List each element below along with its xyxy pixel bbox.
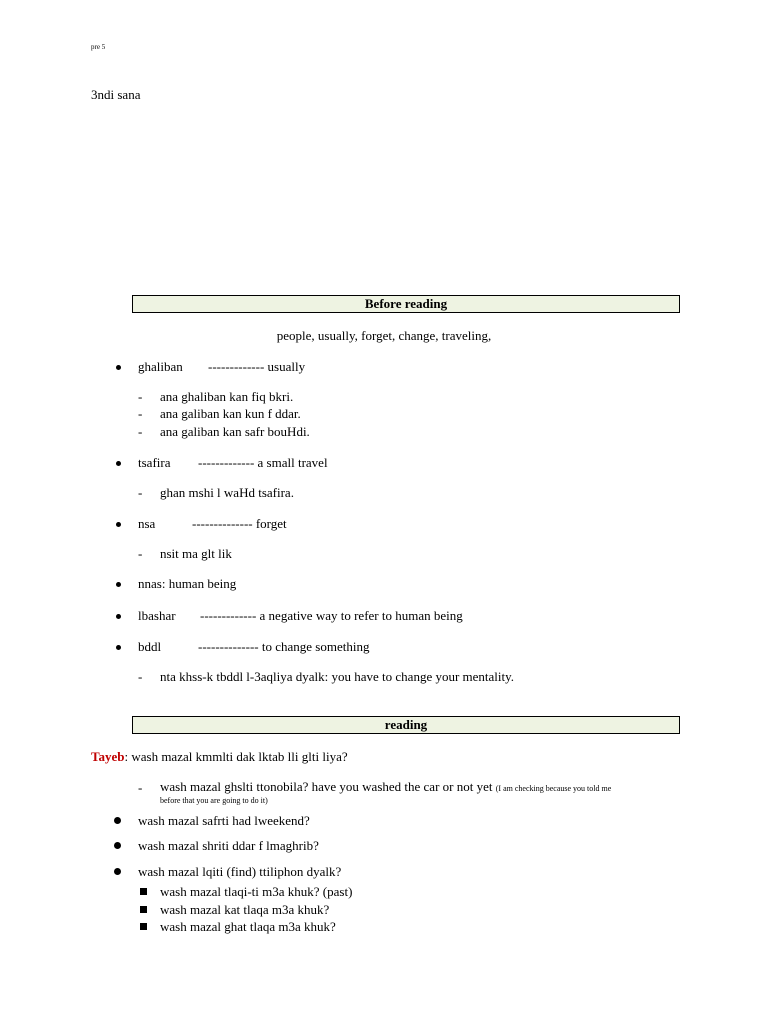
bullet-icon bbox=[114, 817, 121, 824]
bullet-icon bbox=[116, 365, 121, 370]
bullet-icon bbox=[116, 614, 121, 619]
bullet-icon bbox=[116, 645, 121, 650]
reading-bullet: wash mazal shriti ddar f lmaghrib? bbox=[138, 838, 319, 853]
example: ana ghaliban kan fiq bkri. bbox=[160, 389, 294, 404]
bullet-icon bbox=[114, 868, 121, 875]
term-meaning: ------------- usually bbox=[208, 359, 306, 374]
bullet-icon bbox=[116, 522, 121, 527]
dialogue-text: : wash mazal kmmlti dak lktab lli glti liya? bbox=[124, 749, 348, 764]
dialogue-line bbox=[91, 749, 348, 765]
before-reading-heading: Before reading bbox=[132, 295, 680, 313]
dash-icon: - bbox=[138, 406, 143, 421]
header-note: pre 5 bbox=[91, 43, 106, 51]
example: ana galiban kan safr bouHdi. bbox=[160, 424, 310, 439]
reading-heading: reading bbox=[132, 716, 680, 734]
dash-icon: - bbox=[138, 424, 143, 439]
term-meaning: ------------- a negative way to refer to human being bbox=[200, 608, 463, 623]
square-bullet-icon bbox=[140, 906, 147, 913]
dash-icon: - bbox=[138, 669, 143, 684]
dash-icon: - bbox=[138, 485, 143, 500]
square-bullet-icon bbox=[140, 888, 147, 895]
term: nsa bbox=[138, 516, 156, 531]
dash-item-text: wash mazal ghslti ttonobila? have you washed the car or not yet bbox=[160, 779, 493, 794]
reading-bullet: wash mazal lqiti (find) ttiliphon dyalk? bbox=[138, 864, 342, 879]
example: nta khss-k tbddl l-3aqliya dyalk: you have to change your mentality. bbox=[160, 669, 515, 684]
dash-icon: - bbox=[138, 546, 143, 561]
term-meaning: -------------- forget bbox=[192, 516, 287, 531]
dash-icon: - bbox=[138, 780, 143, 795]
example: ghan mshi l waHd tsafira. bbox=[160, 485, 294, 500]
term: lbashar bbox=[138, 608, 176, 623]
term-meaning: ------------- a small travel bbox=[198, 455, 328, 470]
example: nsit ma glt lik bbox=[160, 546, 232, 561]
term-meaning: -------------- to change something bbox=[198, 639, 370, 654]
dash-item bbox=[160, 779, 611, 795]
reading-bullet: wash mazal safrti had lweekend? bbox=[138, 813, 310, 828]
dash-icon: - bbox=[138, 389, 143, 404]
speaker-name: Tayeb bbox=[91, 749, 125, 764]
dash-item-note: (I am checking because you told me bbox=[495, 784, 612, 793]
bullet-icon bbox=[116, 582, 121, 587]
term: bddl bbox=[138, 639, 162, 654]
document-title: 3ndi sana bbox=[91, 87, 141, 102]
reading-sub-item: wash mazal tlaqi-ti m3a khuk? (past) bbox=[160, 884, 353, 899]
term: ghaliban bbox=[138, 359, 183, 374]
term: tsafira bbox=[138, 455, 171, 470]
bullet-icon bbox=[116, 461, 121, 466]
dash-item-note-continued: before that you are going to do it) bbox=[160, 796, 268, 805]
bullet-icon bbox=[114, 842, 121, 849]
square-bullet-icon bbox=[140, 923, 147, 930]
example: ana galiban kan kun f ddar. bbox=[160, 406, 301, 421]
reading-sub-item: wash mazal kat tlaqa m3a khuk? bbox=[160, 902, 330, 917]
keywords-line: people, usually, forget, change, traveling, bbox=[276, 328, 492, 343]
reading-sub-item: wash mazal ghat tlaqa m3a khuk? bbox=[160, 919, 336, 934]
term: nnas: human being bbox=[138, 576, 237, 591]
